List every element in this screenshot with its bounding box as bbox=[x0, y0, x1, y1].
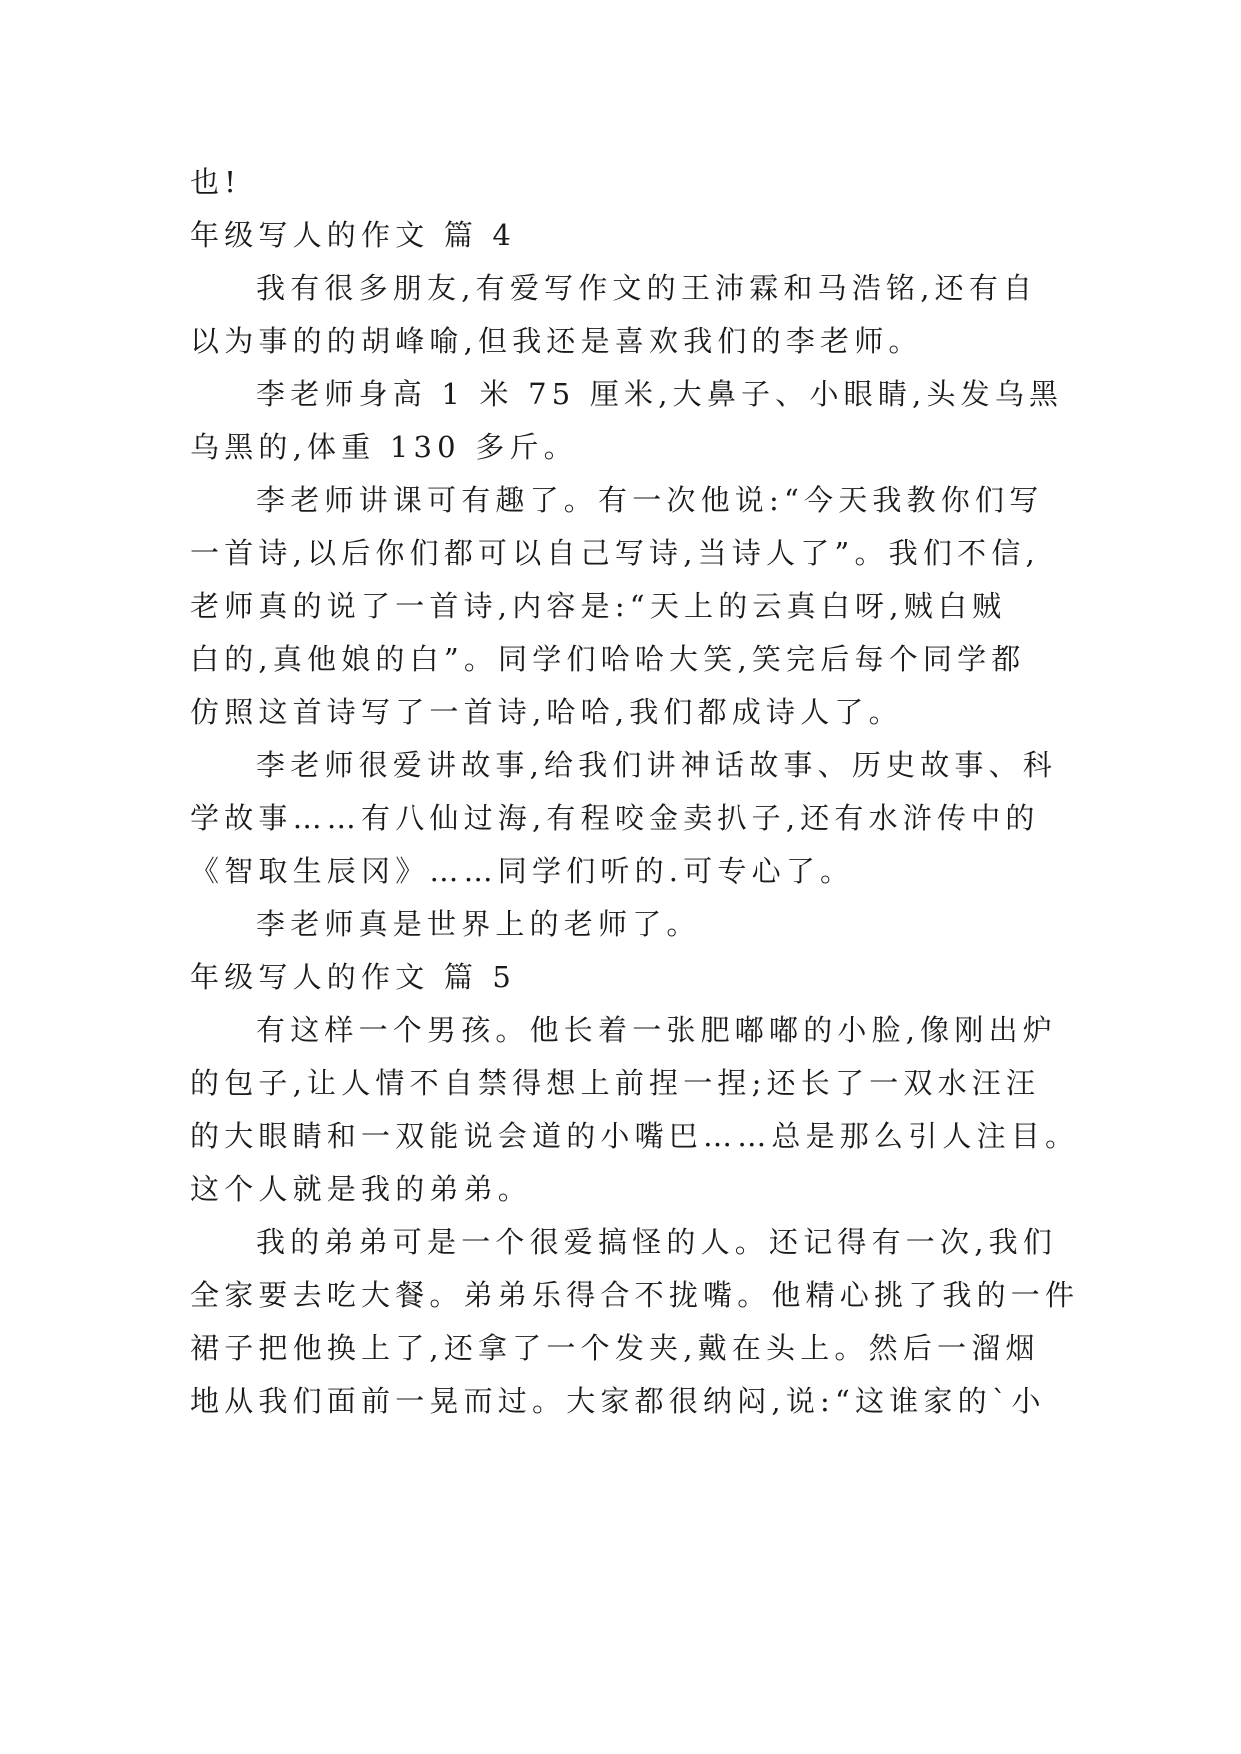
paragraph-line: 全家要去吃大餐。弟弟乐得合不拢嘴。他精心挑了我的一件 bbox=[190, 1278, 1080, 1312]
document-body bbox=[190, 156, 1080, 1428]
paragraph-line: 以为事的的胡峰喻,但我还是喜欢我们的李老师。 bbox=[190, 324, 923, 358]
paragraph-line: 李老师真是世界上的老师了。 bbox=[256, 907, 701, 941]
paragraph-line: 我有很多朋友,有爱写作文的王沛霖和马浩铭,还有自 bbox=[256, 271, 1038, 305]
paragraph-line: 学故事……有八仙过海,有程咬金卖扒子,还有水浒传中的 bbox=[190, 801, 1040, 835]
paragraph-line: 老师真的说了一首诗,内容是:“天上的云真白呀,贼白贼 bbox=[190, 589, 1007, 623]
paragraph-line: 一首诗,以后你们都可以自己写诗,当诗人了”。我们不信, bbox=[190, 536, 1040, 570]
paragraph-line: 李老师身高 1 米 75 厘米,大鼻子、小眼睛,头发乌黑 bbox=[256, 377, 1064, 411]
paragraph-line: 的包子,让人情不自禁得想上前捏一捏;还长了一双水汪汪 bbox=[190, 1066, 1041, 1100]
paragraph-line: 裙子把他换上了,还拿了一个发夹,戴在头上。然后一溜烟 bbox=[190, 1331, 1040, 1365]
paragraph-line: 地从我们面前一晃而过。大家都很纳闷,说:“这谁家的`小 bbox=[190, 1384, 1046, 1418]
paragraph-line: 《智取生辰冈》……同学们听的.可专心了。 bbox=[190, 854, 855, 888]
paragraph-line: 李老师很爱讲故事,给我们讲神话故事、历史故事、科 bbox=[256, 748, 1058, 782]
paragraph-line: 这个人就是我的弟弟。 bbox=[190, 1172, 533, 1206]
section-heading: 年级写人的作文 篇 5 bbox=[190, 960, 517, 994]
paragraph-line: 我的弟弟可是一个很爱搞怪的人。还记得有一次,我们 bbox=[256, 1225, 1058, 1259]
paragraph-line: 仿照这首诗写了一首诗,哈哈,我们都成诗人了。 bbox=[190, 695, 903, 729]
paragraph-line: 有这样一个男孩。他长着一张肥嘟嘟的小脸,像刚出炉 bbox=[256, 1013, 1058, 1047]
paragraph-line: 的大眼睛和一双能说会道的小嘴巴……总是那么引人注目。 bbox=[190, 1119, 1080, 1153]
section-heading: 年级写人的作文 篇 4 bbox=[190, 218, 517, 252]
paragraph-line: 白的,真他娘的白”。同学们哈哈大笑,笑完后每个同学都 bbox=[190, 642, 1026, 676]
text-line: 也! bbox=[190, 165, 242, 199]
paragraph-line: 乌黑的,体重 130 多斤。 bbox=[190, 430, 578, 464]
paragraph-line: 李老师讲课可有趣了。有一次他说:“今天我教你们写 bbox=[256, 483, 1044, 517]
